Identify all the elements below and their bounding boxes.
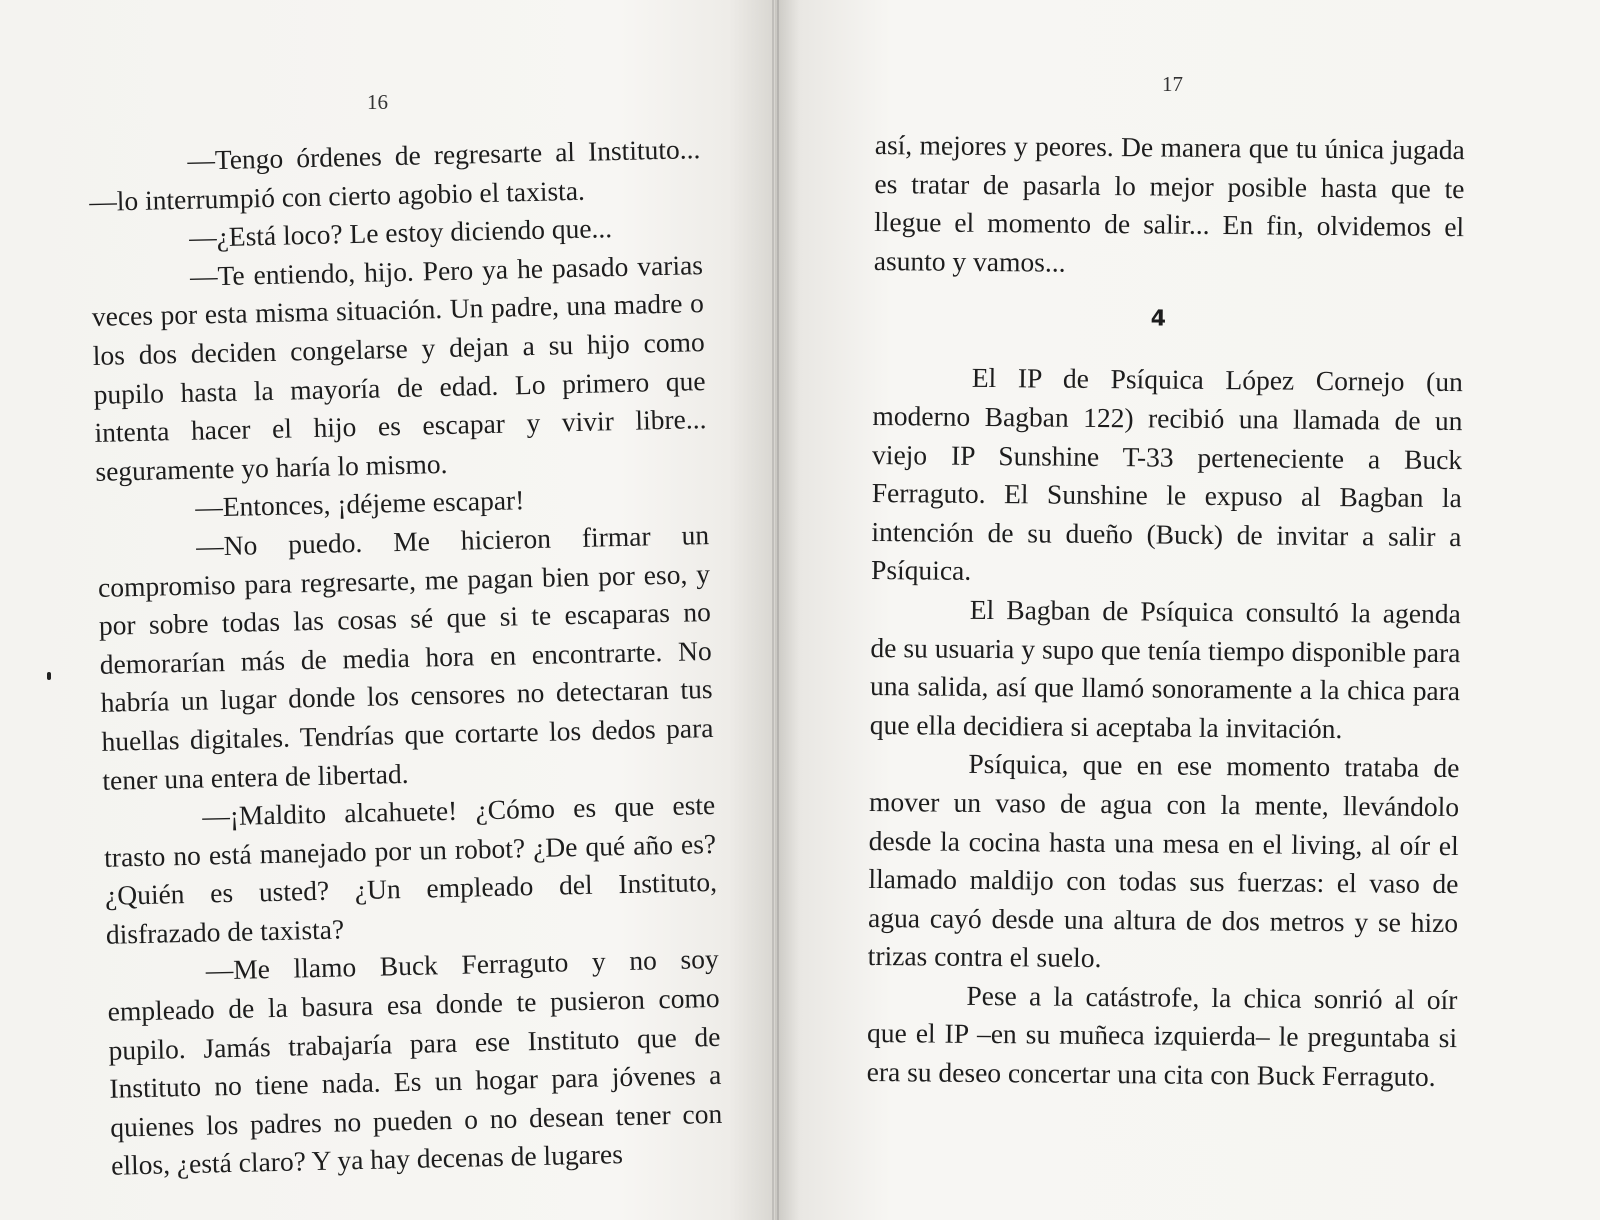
left-page [0, 0, 775, 1220]
page-number: 16 [367, 90, 388, 114]
paragraph: —Entonces, ¡déjeme escapar! [194, 484, 525, 523]
paragraph: Psíquica, que en ese momento trataba de mover un vaso de agua con la mente, llevándolo desde la cocina hasta una mesa en el living, al oír el llamado maldijo con todas sus fuerzas: el vaso de agua cayó desde una altura de dos metros y se hizo trizas contra el suelo. [867, 748, 1460, 974]
section-number: 4 [1150, 306, 1167, 332]
right-page-body [867, 126, 1465, 1097]
paragraph: —No puedo. Me hicieron firmar un compromiso para regresarte, me pagan bien por eso, y por sobre todas las cosas sé que si te escaparas no demorarían más de media hora en encontrarte. No habría un lugar donde los censores no detectaran tus huellas digitales. Tendrías que cortarte los dedos para tener una entera de libertad. [97, 518, 714, 796]
paragraph: El IP de Psíquica López Cornejo (un moderno Bagban 122) recibió una llamada de un viejo IP Sunshine T-33 perteneciente a Buck Ferraguto. El Sunshine le expuso al Bagban la intención de su dueño (Buck) de invitar a salir a Psíquica. [870, 362, 1463, 587]
paragraph: Pese a la catástrofe, la chica sonrió al oír que el IP –en su muñeca izquierda– le preguntaba si era su deseo concertar una cita con Buck Ferraguto. [866, 979, 1458, 1092]
paragraph: —Me llamo Buck Ferraguto y no soy empleado de la basura esa donde te pusieron como pupilo. Jamás trabajaría para ese Instituto que de Instituto no tiene nada. Es un hogar para jóvenes a quienes los padres no pueden o no desean tener con ellos, ¿está claro? Y ya hay decenas de lugares [107, 943, 723, 1182]
paragraph: El Bagban de Psíquica consultó la agenda de su usuaria y supo que tenía tiempo disponible para una salida, así que llamó sonoramente a la chica para que ella decidiera si aceptaba la invitación. [869, 593, 1461, 744]
left-page-body [88, 130, 723, 1186]
paragraph: —Te entiendo, hijo. Pero ya he pasado varias veces por esta misma situación. Un padre, una madre o los dos deciden congelarse y dejan a su hijo como pupilo hasta la mayoría de edad. Lo primero que intenta hacer el hijo es escapar y vivir libre... seguramente yo haría lo mismo. [91, 248, 707, 487]
ink-speck [47, 672, 51, 680]
page-number: 17 [1162, 72, 1183, 96]
gutter-shadow [777, 0, 779, 1220]
paragraph: —¡Maldito alcahuete! ¿Cómo es que este trasto no está manejado por un robot? ¿De qué año es? ¿Quién es usted? ¿Un empleado del Instituto, disfrazado de taxista? [103, 789, 718, 950]
paragraph: —Tengo órdenes de regresarte al Instituto... —lo interrumpió con cierto agobio el taxista. [88, 133, 701, 217]
paragraph: —¿Está loco? Le estoy diciendo que... [188, 212, 613, 253]
right-page [775, 0, 1600, 1220]
gutter-shadow [772, 0, 774, 1220]
paragraph: así, mejores y peores. De manera que tu única jugada es tratar de pasarla lo mejor posible hasta que te llegue el momento de salir... En fin, olvidemos el asunto y vamos... [873, 128, 1465, 278]
